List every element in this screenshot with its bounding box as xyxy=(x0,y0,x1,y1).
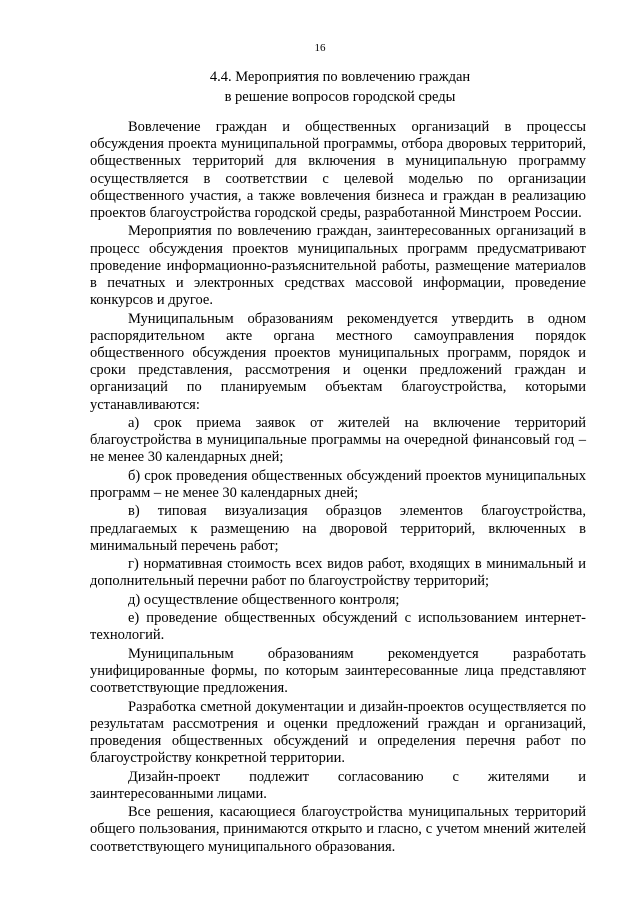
paragraph: Муниципальным образованиям рекомендуется разработать унифицированные формы, по которым заинтересованные лица представляют соответствующие предложения. xyxy=(90,645,586,697)
list-item: б) срок проведения общественных обсуждений проектов муниципальных программ – не менее 30 календарных дней; xyxy=(90,467,586,502)
paragraph: Мероприятия по вовлечению граждан, заинтересованных организаций в процесс обсуждения проектов муниципальных программ предусматривают проведение информационно-разъяснительной работы, размещение материалов в печатных и электронных средствах массовой информации, проведение конкурсов и другое. xyxy=(90,223,586,309)
paragraph: Все решения, касающиеся благоустройства муниципальных территорий общего пользования, принимаются открыто и гласно, с учетом мнений жителей соответствующего муниципального образования. xyxy=(90,804,586,855)
page-number: 16 xyxy=(314,42,326,54)
paragraph: Муниципальным образованиям рекомендуется утвердить в одном распорядительном акте органа местного самоуправления порядок общественного обсуждения проектов муниципальных программ, порядок и сроки представления, рассмотрения и оценки предложений граждан и организаций по планируемым объектам благоустройства, которыми устанавливаются: xyxy=(90,310,586,413)
paragraph: Разработка сметной документации и дизайн-проектов осуществляется по результатам рассмотрения и оценки предложений граждан и организаций, проведения общественных обсуждений и определения перечня работ по благоустройству конкретной территории. xyxy=(90,698,586,767)
document-body xyxy=(90,119,586,857)
list-item: в) типовая визуализация образцов элементов благоустройства, предлагаемых к размещению на дворовой территорий, включенных в минимальный перечень работ; xyxy=(90,503,586,554)
paragraph: Вовлечение граждан и общественных организаций в процессы обсуждения проекта муниципальной программы, отбора дворовых территорий, общественных территорий для включения в муниципальную программу осуществляется в соответствии с целевой моделью по организации общественного участия, а также вовлечения бизнеса и граждан в реализацию проектов благоустройства городской среды, разработанной Минстроем России. xyxy=(90,119,586,222)
section-heading-line: в решение вопросов городской среды xyxy=(224,89,456,105)
list-item: г) нормативная стоимость всех видов работ, входящих в минимальный и дополнительный перечни работ по благоустройству территорий; xyxy=(90,556,586,590)
section-heading-line: 4.4. Мероприятия по вовлечению граждан xyxy=(209,69,471,85)
paragraph: Дизайн-проект подлежит согласованию с жителями и заинтересованными лицами. xyxy=(90,768,586,802)
list-item: а) срок приема заявок от жителей на включение территорий благоустройства в муниципальные программы на очередной финансовый год – не менее 30 календарных дней; xyxy=(90,415,586,466)
section-heading xyxy=(90,67,590,107)
list-item: е) проведение общественных обсуждений с использованием интернет-технологий. xyxy=(90,610,586,644)
list-item: д) осуществление общественного контроля; xyxy=(128,591,400,608)
